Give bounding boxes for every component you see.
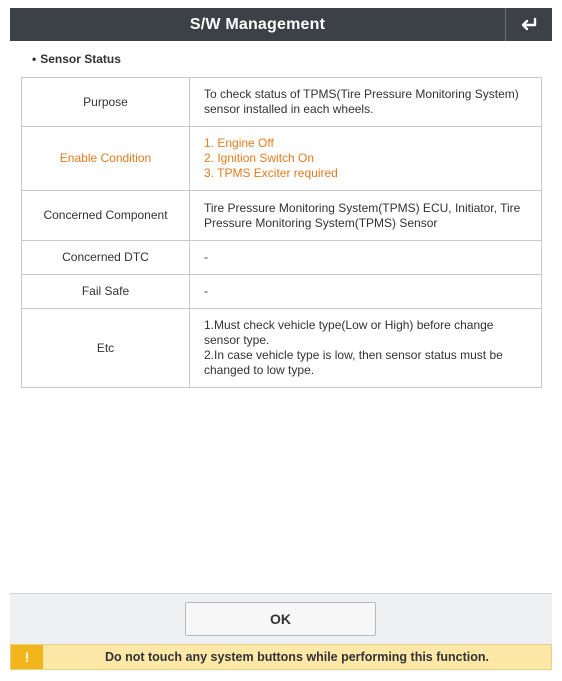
concerned-component-value: Tire Pressure Monitoring System(TPMS) ECU, Initiator, Tire Pressure Monitoring System(TPMS) Sensor xyxy=(190,191,542,241)
table-row-purpose xyxy=(22,78,542,127)
return-arrow-icon xyxy=(520,17,538,33)
concerned-component-label: Concerned Component xyxy=(22,191,190,241)
purpose-value: To check status of TPMS(Tire Pressure Monitoring System) sensor installed in each wheels. xyxy=(190,78,542,127)
title-bar xyxy=(10,8,552,41)
table-row-enable-condition xyxy=(22,127,542,191)
etc-item: 2.In case vehicle type is low, then sensor status must be changed to low type. xyxy=(204,348,503,377)
etc-item: 1.Must check vehicle type(Low or High) before change sensor type. xyxy=(204,318,494,347)
condition-item: 2. Ignition Switch On xyxy=(204,151,315,165)
table-row-concerned-component xyxy=(22,191,542,241)
enable-condition-value xyxy=(190,127,542,191)
footer-bar xyxy=(10,593,552,644)
enable-condition-label: Enable Condition xyxy=(22,127,190,191)
warning-icon: ! xyxy=(11,645,43,669)
back-button[interactable] xyxy=(505,8,552,41)
purpose-label: Purpose xyxy=(22,78,190,127)
sensor-status-table xyxy=(21,77,542,388)
concerned-dtc-value: - xyxy=(190,241,542,275)
table-row-fail-safe xyxy=(22,275,542,309)
table-row-concerned-dtc xyxy=(22,241,542,275)
concerned-dtc-label: Concerned DTC xyxy=(22,241,190,275)
etc-label: Etc xyxy=(22,309,190,388)
section-header xyxy=(32,52,121,66)
condition-item: 1. Engine Off xyxy=(204,136,274,150)
warning-bar xyxy=(10,644,552,670)
table-row-etc xyxy=(22,309,542,388)
fail-safe-label: Fail Safe xyxy=(22,275,190,309)
condition-item: 3. TPMS Exciter required xyxy=(204,166,338,180)
bullet: • xyxy=(32,52,37,66)
fail-safe-value: - xyxy=(190,275,542,309)
section-title: Sensor Status xyxy=(40,52,121,66)
ok-button[interactable]: OK xyxy=(185,602,376,636)
etc-value xyxy=(190,309,542,388)
page-title: S/W Management xyxy=(189,16,326,33)
warning-text: Do not touch any system buttons while performing this function. xyxy=(104,650,490,664)
